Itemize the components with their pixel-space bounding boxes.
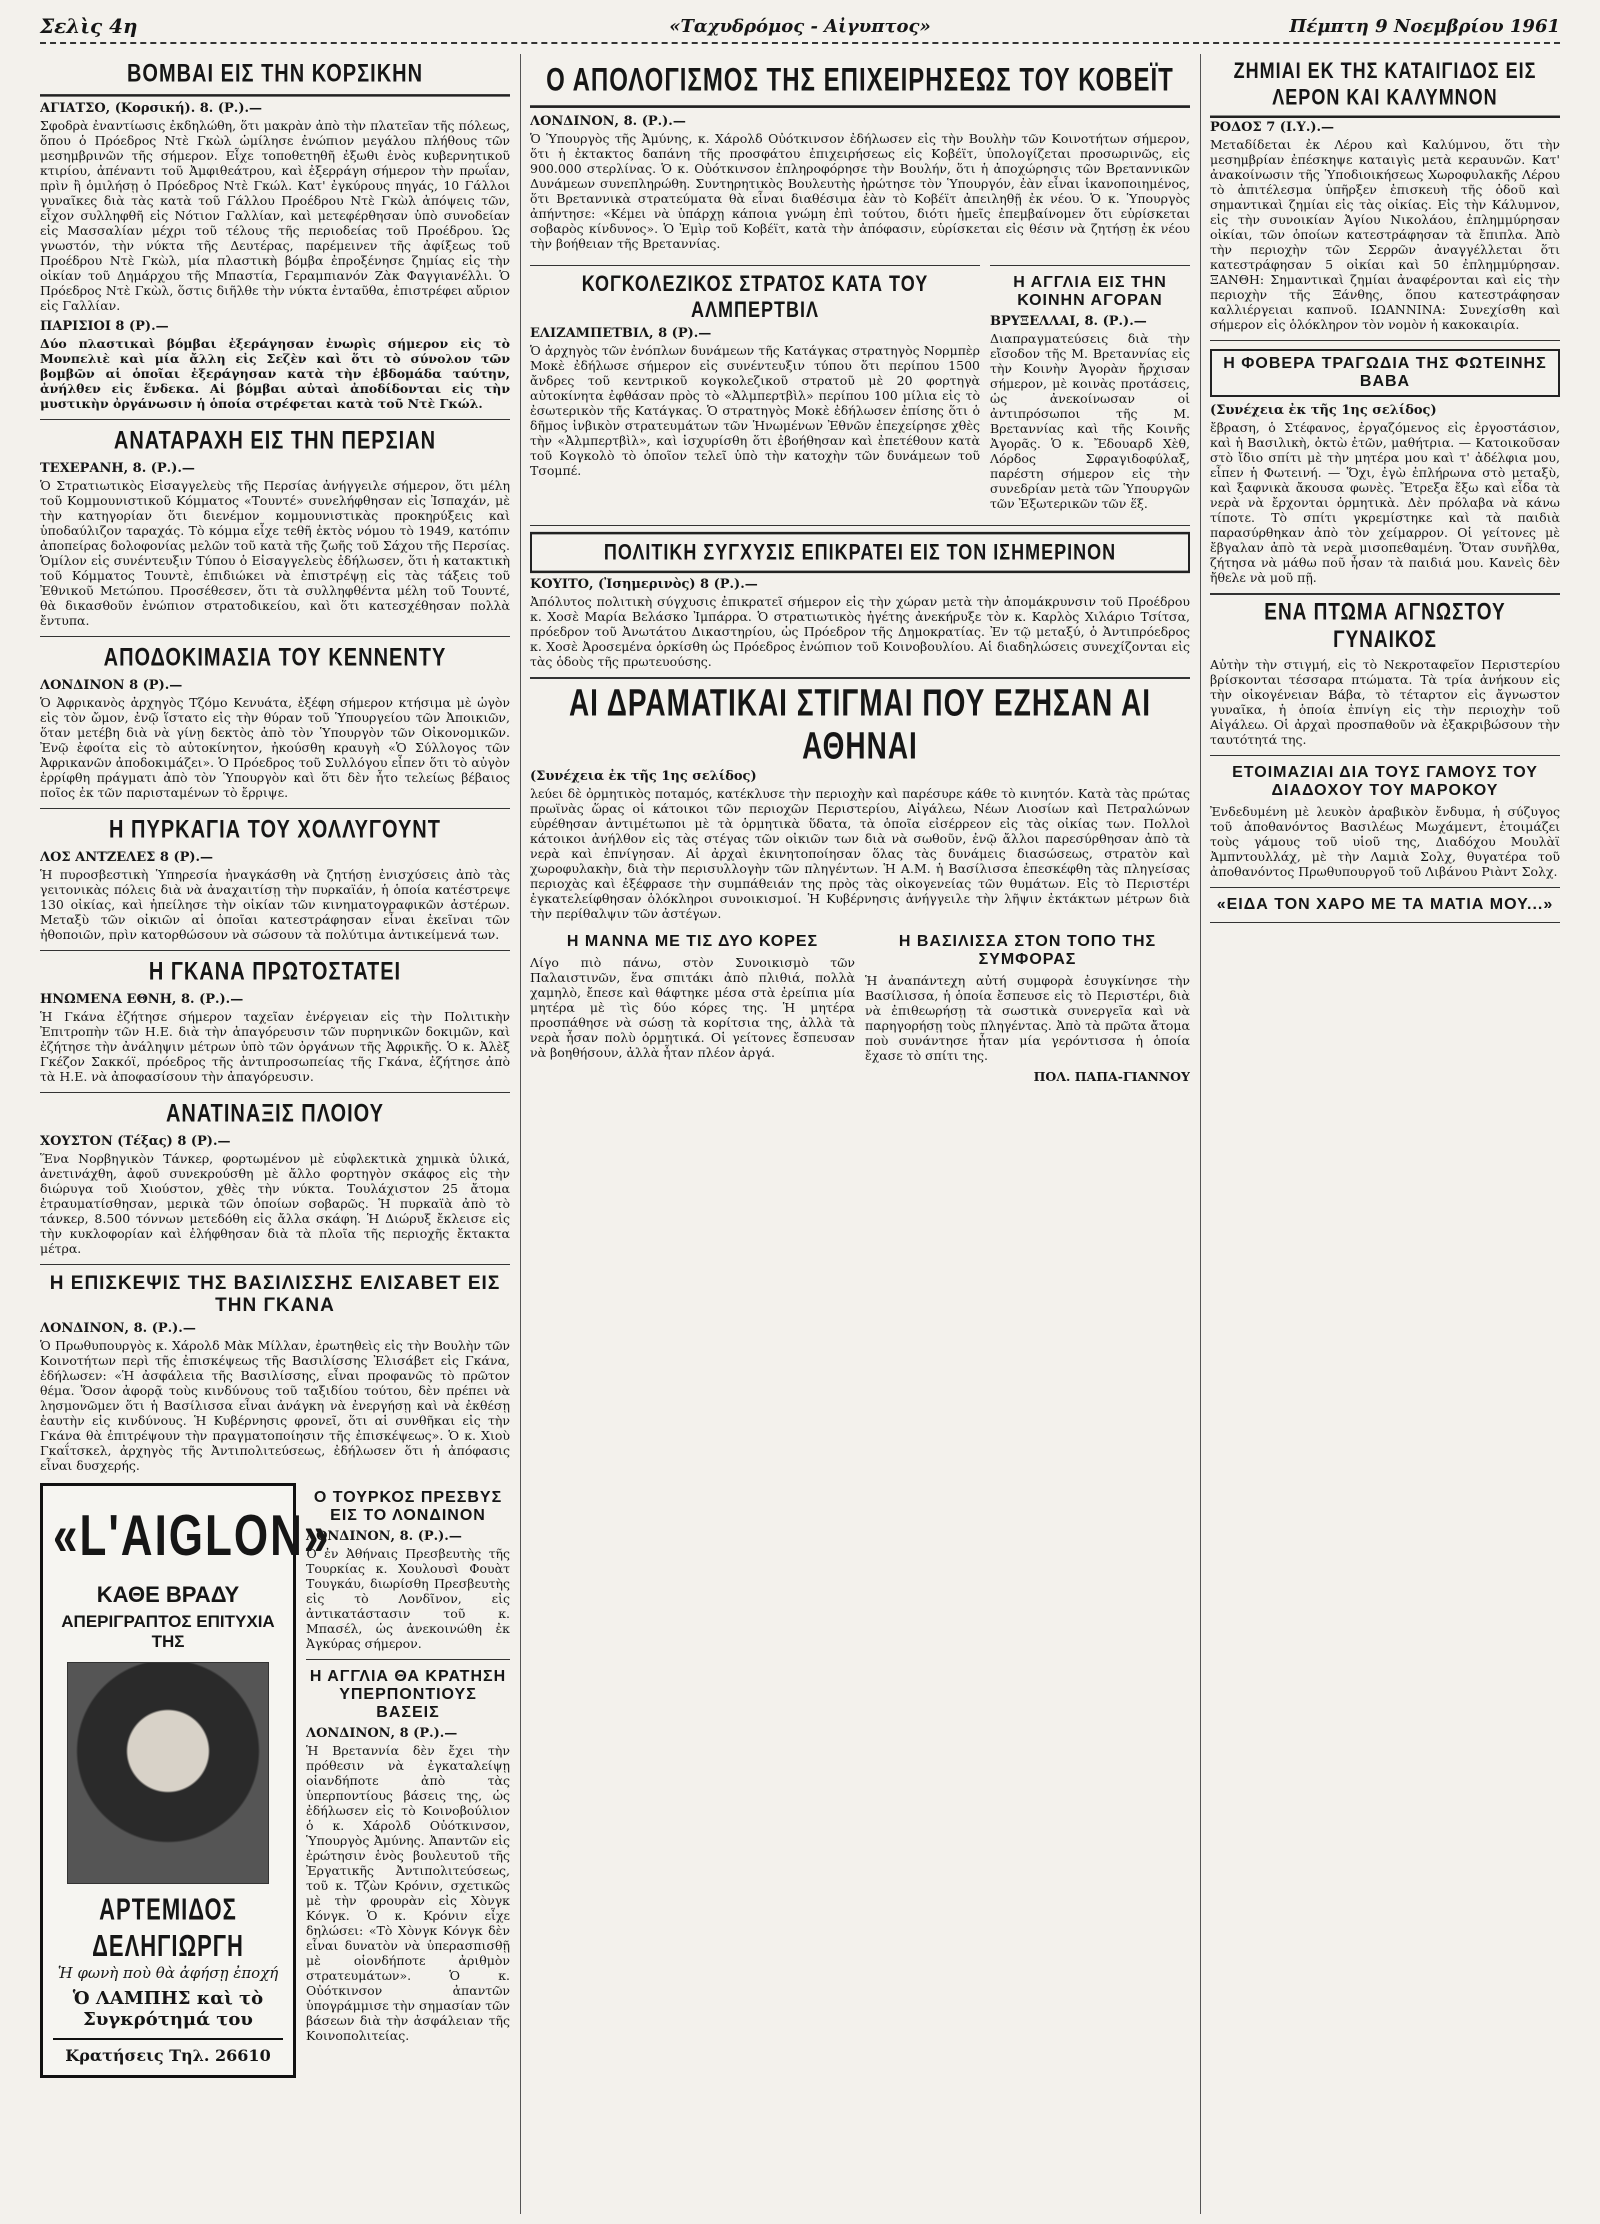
- left-column: [40, 54, 510, 2214]
- advert-line-success: ΑΠΕΡΙΓΡΑΠΤΟΣ ΕΠΙΤΥΧΙΑ ΤΗΣ: [61, 1612, 275, 1651]
- advert-star-name: ΑΡΤΕΜΙΔΟΣ ΔΕΛΗΓΙΩΡΓΗ: [92, 1891, 244, 1963]
- article-queen: Ὁ Πρωθυπουργὸς κ. Χάρολδ Μὰκ Μίλλαν, ἐρωτηθεὶς εἰς τὴν Βουλὴν τῶν Κοινοτήτων περὶ τῆς ἐπισκέψεως τῆς Βασιλίσσης Ἐλισάβετ εἰς Γκάνα, ἐδήλωσεν: «Ἡ ἀσφάλεια τῆς Βασιλίσσης, εἶναι προφανῶς τὸ πρῶτον θέμα. Ὅσον ἀφορᾷ τοὺς κινδύνους τοῦ ταξιδίου τούτου, δὲν πρέπει νὰ λησμονῶμεν ὅτι ἡ Βασίλισσα εἶναι ἀνάγκη νὰ ἐνεργήσῃ καὶ νὰ ἐκθέσῃ ἑαυτὴν εἰς κινδύνους. Ἡ Κυβέρνησις φρονεῖ, ὅτι αἱ συνθῆκαι εἰς τὴν Γκάνα θὰ ἐπιτρέψουν τὴν πραγματοποίησιν τῆς ἐπισκέψεως». Ὁ κ. Χιοὺ Γκαΐτσκελ, ἀρχηγὸς τῆς Ἀντιπολιτεύσεως, ἐδήλωσεν ὅτι ἡ ἀπόφασις εἶναι δυσχερής.: [40, 1338, 510, 1473]
- separator: [530, 525, 1190, 526]
- dateline-turk: ΛΟΝΔΙΝΟΝ, 8 (Ρ.).—: [306, 1726, 458, 1741]
- dateline-persia: ΤΕΧΕΡΑΝΗ, 8. (Ρ.).—: [40, 461, 195, 476]
- headline-basilissa: Η ΒΑΣΙΛΙΣΣΑ ΣΤΟΝ ΤΟΠΟ ΤΗΣ ΣΥΜΦΟΡΑΣ: [898, 933, 1157, 968]
- article-kennedy: Ὁ Ἀφρικανὸς ἀρχηγὸς Τζόμο Κενυάτα, ἐξέφη σήμερον κτήσιμα μὲ ὡγὸν εἰς τὸν ὤμον, ἐνῷ ἵστατο εἰς τὴν θύραν τοῦ Ὑπουργείου τῶν Ἀποικιῶν, ὅταν μετέβη διὰ νὰ γίνῃ δεκτὸς ἀπὸ τὸν Ὑπουργὸν τῶν Οἰκονομικῶν. Ἐνῷ ἐφοίτα εἰς τὸ αὐτοκίνητον, ἠκούσθη κραυγὴ «Ὁ Σύλλογος τῶν Ἀφρικανῶν ἀποδοκιμάζει». Ὁ Πρόεδρος τοῦ Συλλόγου εἶπεν ὅτι τὸ αὐγὸν ἐρρίφθη πράγματι ἀπὸ τὸν Ὑπουργὸν καὶ ὅτι δὲν ἦτο τελείως βέβαιος ποῖος ἐκ τῶν παρισταμένων τὸ ἔρριψε.: [40, 695, 510, 800]
- headline-turk: Η ΑΓΓΛΙΑ ΘΑ ΚΡΑΤΗΣΗ ΥΠΕΡΠΟΝΤΙΟΥΣ ΒΑΣΕΙΣ: [309, 1668, 507, 1721]
- dateline-ship: ΧΟΥΣΤΟΝ (Τέξας) 8 (Ρ).—: [40, 1134, 231, 1149]
- headline-athens: ΑΙ ΔΡΑΜΑΤΙΚΑΙ ΣΤΙΓΜΑΙ ΠΟΥ ΕΖΗΣΑΝ ΑΙ ΑΘΗΝΑΙ: [568, 681, 1152, 767]
- separator: [1210, 593, 1560, 595]
- headline-ecuador: ΠΟΛΙΤΙΚΗ ΣΥΓΧΥΣΙΣ ΕΠΙΚΡΑΤΕΙ ΕΙΣ ΤΟΝ ΙΣΗΜΕΡΙΝΟΝ: [530, 532, 1190, 573]
- article-bombai: Σφοδρὰ ἐναντίωσις ἐκδηλώθη, ὅτι μακρὰν ἀπὸ τὴν πλατεῖαν τῆς πόλεως, ὅπου ὁ Πρόεδρος Ντὲ Γκὼλ ὡμίλησε ἐνώπιον μεγάλου πλήθους τῶν μεσημβρινῶν τῆς σήμερον. Εἶχε τοποθετηθῆ ἐξωθι ἑνὸς κυβερνητικοῦ κτιρίου, ἀπέναντι τοῦ Ἀμφιθεάτρου, καὶ ἐξερράγη σήμερον τὴν πρωΐαν, πρὶν ἢ ὁμιλήσῃ ὁ Πρόεδρος Ντὲ Γκώλ. Κατ' ἐγκύρους πηγάς, 10 Γάλλοι γυναῖκες διὰ τὰς κατὰ τοῦ Γάλλου Προέδρου Ντὲ Γκὼλ ἀπόψεις τῶν, εἶχον συλληφθῆ εἰς Νότιον Γαλλίαν, καὶ μετεφέρθησαν ὑπὸ συνοδείαν εἰς Μασσαλίαν μέχρι τοῦ τέλους τῆς περιοδείας τοῦ Προέδρου. Ὡς γνωστόν, τὴν νύκτα τῆς Δευτέρας, παρέμεινεν τῆς ἀφίξεως τοῦ Προέδρου Ντὲ Γκὼλ, μία πλαστικὴ βόμβα ἐπροξένησε ζημίας εἰς τὴν οἰκίαν τοῦ Δημάρχου τῆς Μπαστία, Γεραμπιανόν Ζὰκ Φαγγιανέλλι. Ὁ Πρόεδρος Ντὲ Γκὼλ, ὅστις διῆλθε τὴν νύκτα ἐνταῦθα, ἐπιστρέφει αὔριον εἰς Γαλλίαν.: [40, 118, 510, 313]
- dateline-fire: ΛΟΣ ΑΝΤΖΕΛΕΣ 8 (Ρ).—: [40, 850, 214, 865]
- article-plane: Ὁ ἐν Ἀθήναις Πρεσβευτὴς τῆς Τουρκίας κ. Χουλουσὶ Φουὰτ Τουγκάυ, διωρίσθη Πρεσβευτὴς εἰς τὸ Λονδῖνον, εἰς ἀντικατάστασιν τοῦ κ. Μπασέλ, ὡς ἀνεκοινώθη ἐκ Ἀγκύρας σήμερον.: [306, 1546, 510, 1651]
- page-header: [40, 8, 1560, 48]
- dateline-market: ΒΡΥΞΕΛΛΑΙ, 8. (Ρ.).—: [990, 314, 1147, 329]
- article-athens: λεύει δὲ ὀρμητικὸς ποταμός, κατέκλυσε τὴν περιοχὴν καὶ παρέσυρε κάθε τὸ κινητόν. Κατὰ τὰς πρώτας πρωϊνὰς ὥρας οἱ κάτοικοι τῶν περιοχῶν Περιστερίου, Αἰγάλεω, Νέων Λιοσίων καὶ Πετραλώνων εὑρέθησαν ἀντιμέτωποι μὲ τὰ ὁρμητικὰ ὕδατα, τὰ ὁποῖα εἰσέρρεον εἰς τὰς οἰκίας των. Πολλοὶ κάτοικοι ἀνήλθον εἰς τὰς στέγας τῶν οἰκιῶν των διὰ νὰ σωθοῦν, ἐνῷ ἄλλοι παρεσύρθησαν ἀπὸ τὰ νερὰ καὶ ἐπνίγησαν. Αἱ ἀρχαὶ ἐκινητοποίησαν ὅλας τὰς δυνάμεις διασώσεως, στρατὸν καὶ χωροφυλακὴν, διὰ τὴν περισυλλογὴν τῶν πληγέντων. Ἡ Α.Μ. ἡ Βασίλισσα ἐπεσκέφθη τὰς πληγείσας περιοχὰς καὶ ἐξέφρασε τὴν συμπάθειάν της πρὸς τὰς οἰκογενείας τῶν θυμάτων. Εἰς τὸ Περιστέρι ἐγκατελείφθησαν ὁλόκληροι συνοικισμοί. Ἡ Κυβέρνησις ἀνήγγειλε τὴν λῆψιν ἐκτάκτων μέτρων διὰ τὴν περίθαλψιν τῶν ἀστέγων.: [530, 786, 1190, 921]
- advert-line-every-night: ΚΑΘΕ ΒΡΑΔΥ: [96, 1582, 240, 1607]
- column-divider: [1200, 54, 1201, 2214]
- article-ecuador: Ἀπόλυτος πολιτικὴ σύγχυσις ἐπικρατεῖ σήμερον εἰς τὴν χώραν μετὰ τὴν ἀπομάκρυνσιν τοῦ Προέδρου κ. Χοσὲ Μαρία Βελάσκο Ἰμπάρρα. Ὁ στρατιωτικὸς ἠγέτης ἀνεκήρυξε τὸν κ. Καρλὸς Χιλάριο Τσίτσα, πρόεδρον τοῦ Ἀνωτάτου Δικαστηρίου, ὡς Πρόεδρον τῆς Δημοκρατίας. Ἐν τῷ μεταξύ, ὁ Ἀντιπρόεδρος κ. Χοσὲ Ἀροσεμένα ὁρκίσθη ὡς Πρόεδρος ἐνώπιον τοῦ Κοινοβουλίου. Αἱ διαδηλώσεις συνεχίζονται εἰς τὰς ὁδοὺς τῆς πρωτευούσης.: [530, 594, 1190, 669]
- advert-tagline: Ἡ φωνὴ ποὺ θὰ ἀφήσῃ ἐποχή: [57, 1964, 279, 1982]
- separator: [40, 1092, 510, 1093]
- headline-persia: ΑΝΑΤΑΡΑΧΗ ΕΙΣ ΤΗΝ ΠΕΡΣΙΑΝ: [113, 427, 437, 455]
- article-market: Διαπραγματεύσεις διὰ τὴν εἴσοδον τῆς Μ. Βρεταννίας εἰς τὴν Κοινὴν Ἀγορὰν ἤρχισαν σήμερον, μὲ κοινὰς προτάσεις, ὡς ἀνεκοίνωσαν οἱ ἀντιπρόσωποι τῆς Μ. Βρεταννίας καὶ τῆς Κοινῆς Ἀγορᾶς. Ὁ κ. Ἔδουαρδ Χὲθ, Λόρδος Σφραγιδοφύλαξ, παρέστη σήμερον εἰς τὴν συνεδρίαν μετὰ τῶν Ὑπουργῶν τῶν Ἐξωτερικῶν τῶν ἕξ.: [990, 331, 1190, 511]
- dateline-athens: (Συνέχεια ἐκ τῆς 1ης σελίδος): [530, 769, 757, 784]
- separator: [990, 265, 1190, 266]
- headline-queen: Η ΕΠΙΣΚΕΨΙΣ ΤΗΣ ΒΑΣΙΛΙΣΣΗΣ ΕΛΙΣΑΒΕΤ ΕΙΣ ΤΗΝ ΓΚΑΝΑ: [49, 1273, 501, 1316]
- headline-damages: Η ΦΟΒΕΡΑ ΤΡΑΓΩΔΙΑ ΤΗΣ ΦΩΤΕΙΝΗΣ ΒΑΒΑ: [1210, 349, 1560, 397]
- article-fire: Ἡ πυροσβεστικὴ Ὑπηρεσία ἠναγκάσθη νὰ ζητήσῃ ἐνισχύσεις ἀπὸ τὰς γειτονικὰς πόλεις διὰ νὰ ἀναχαιτίσῃ τὴν πυρκαϊάν, ἡ ὁποία κατέστρεψε 130 οἰκίας, καὶ ἠπείλησε τὴν οἰκίαν τῶν κινηματογραφικῶν ἀστέρων. Μεταξὺ τῶν οἰκιῶν αἱ ὁποῖαι κατεστράφησαν εἶναι ἐκεῖναι τῶν ἠθοποιῶν, πρὶν κατορθώσουν νὰ σώσουν τὰ πολύτιμα ἀντικείμενά των.: [40, 867, 510, 942]
- advert-brand: «L'AIGLON»: [53, 1504, 331, 1569]
- masthead: «Ταχυδρόμος - Αἰγυπτος»: [669, 16, 931, 37]
- athens-author: ΠΟΛ. ΠΑΠΑ-ΓΙΑΝΝΟΥ: [1033, 1069, 1190, 1084]
- headline-fire: Η ΠΥΡΚΑΓΙΑ ΤΟΥ ΧΟΛΛΥΓΟΥΝΤ: [109, 816, 441, 844]
- separator: [1210, 340, 1560, 341]
- advert-band: Ὁ ΛΑΜΠΗΣ καὶ τὸ Συγκρότημά του: [72, 1988, 264, 2030]
- article-vava: Αὐτὴν τὴν στιγμή, εἰς τὸ Νεκροταφεῖον Περιστερίου βρίσκονται τέσσαρα πτώματα. Τὰ τρία ἀνήκουν εἰς τὴν οἰκογένειαν Βάβα, τὸ τέταρτον εἰς ἄγνωστον γυναῖκα, ἡ ὁποία ἐπνίγη εἰς τὴν περιοχὴν τοῦ Αἰγάλεω. Οἱ ἀρχαὶ προσπαθοῦν νὰ ἐξακριβώσουν τὴν ταυτότητά της.: [1210, 657, 1560, 747]
- laiglon-advert: [40, 1483, 331, 2078]
- dateline-plane: ΛΟΝΔΙΝΟΝ, 8. (Ρ.).—: [306, 1529, 462, 1544]
- article-manna: Λίγο πιὸ πάνω, στὸν Συνοικισμὸ τῶν Παλαιστινῶν, ἕνα σπιτάκι ἀπὸ πλιθιά, πολλὰ χαμηλὸ, ἔπεσε καὶ θάφτηκε μέσα στὰ ἐρείπια μία μητέρα μὲ τὶς δύο κόρες της. Ἡ μητέρα προσπάθησε νὰ σώσῃ τὰ κορίτσια της, ἀλλὰ τὰ νερὰ ἦσαν πολὺ ὁρμητικά. Οἱ γείτονες ἔσπευσαν νὰ βοηθήσουν, ἀλλὰ ἦταν πλέον ἀργά.: [530, 955, 855, 1060]
- dateline-ecuador: ΚΟΥΙΤΟ, (Ἰσημερινὸς) 8 (Ρ.).—: [530, 577, 758, 592]
- page-number: Σελὶς 4η: [40, 14, 138, 38]
- middle-column: [530, 54, 1190, 2214]
- dateline-kuwait: ΛΟΝΔΙΝΟΝ, 8. (Ρ.).—: [530, 114, 686, 129]
- separator: [40, 636, 510, 637]
- separator: [530, 677, 1190, 679]
- dateline-ghana: ΗΝΩΜΕΝΑ ΕΘΝΗ, 8. (Ρ.).—: [40, 992, 244, 1007]
- headline-ghana: Η ΓΚΑΝΑ ΠΡΩΤΟΣΤΑΤΕΙ: [148, 958, 402, 986]
- separator: [530, 265, 980, 266]
- headline-plane: Ο ΤΟΥΡΚΟΣ ΠΡΕΣΒΥΣ ΕΙΣ ΤΟ ΛΟΝΔΙΝΟΝ: [313, 1489, 503, 1524]
- right-column: [1210, 54, 1560, 2214]
- dateline-uk-bases: ΡΟΔΟΣ 7 (Ι.Υ.).—: [1210, 120, 1335, 135]
- article-basilissa: Ἡ ἀναπάντεχη αὐτή συμφορὰ ἐσυγκίνησε τὴν Βασίλισσα, ἡ ὁποία ἔσπευσε εἰς τὸ Περιστέρι, διὰ νὰ ἐπιθεωρήσῃ τὰ σωστικὰ συνεργεῖα καὶ νὰ παρηγορήσῃ τοὺς πληγέντας. Ἀπὸ τὰ πρῶτα ἄτομα ποὺ συνάντησε ἦταν μία γερόντισσα ἡ ὁποία ἔχασε τὸ σπίτι της.: [865, 973, 1190, 1063]
- issue-date: Πέμπτη 9 Νοεμβρίου 1961: [1289, 16, 1560, 37]
- headline-vava: ΕΝΑ ΠΤΩΜΑ ΑΓΝΩΣΤΟΥ ΓΥΝΑΙΚΟΣ: [1264, 599, 1506, 654]
- article-ghana: Ἡ Γκάνα ἐζήτησε σήμερον ταχεῖαν ἐνέργειαν εἰς τὴν Πολιτικὴν Ἐπιτροπὴν τῶν Η.Ε. διὰ τὴν ἀπαγόρευσιν τῶν πυρηνικῶν δοκιμῶν, καὶ ἐζήτησε τὴν ἀνάληψιν μέτρων ὑπὸ τῶν ὀργάνων τῆς Ἀφρικῆς. Ὁ κ. Ἀλὲξ Γκέζον Σακκόϊ, πρόεδρος τῆς ἀντιπροσωπείας τῆς Γκάνα, ἐζήτησε ἀπὸ τὰ Η.Ε. νὰ ἀποφασίσουν τὴν ἀπαγόρευσιν.: [40, 1009, 510, 1084]
- article-ship: Ἕνα Νορβηγικὸν Τάνκερ, φορτωμένον μὲ εὐφλεκτικὰ χημικὰ ὑλικά, ἀνετινάχθη, ἀφοῦ συνεκρούσθη μὲ ἄλλο φορτηγὸν σκάφος εἰς τὴν διώρυγα τοῦ Χιούστον, χθὲς τὴν νύκτα. Τουλάχιστον 25 ἄτομα ἐτραυματίσθησαν, μερικὰ τῶν ὁποίων σοβαρῶς. Ἡ πυρκαϊὰ ἀπὸ τὸ τάνκερ, 8.500 τόννων μετεδόθη εἰς ἄλλα σκάφη. Ἡ Διώρυξ ἔκλεισε εἰς τὴν κυκλοφορίαν καὶ ἐλήφθησαν διὰ τὰ πλοῖα τῆς περιοχῆς ἔκτακτα μέτρα.: [40, 1151, 510, 1256]
- dateline-bombai-paris: ΠΑΡΙΣΙΟΙ 8 (Ρ).—: [40, 319, 169, 334]
- dateline-kennedy: ΛΟΝΔΙΝΟΝ 8 (Ρ).—: [40, 678, 183, 693]
- headline-woman: ΕΤΟΙΜΑΖΙΑΙ ΔΙΑ ΤΟΥΣ ΓΑΜΟΥΣ ΤΟΥ ΔΙΑΔΟΧΟΥ ΤΟΥ ΜΑΡΟΚΟΥ: [1232, 764, 1538, 799]
- separator: [40, 1264, 510, 1265]
- separator: [1210, 887, 1560, 888]
- dateline-queen: ΛΟΝΔΙΝΟΝ, 8. (Ρ.).—: [40, 1321, 196, 1336]
- separator: [1210, 755, 1560, 756]
- separator: [40, 808, 510, 809]
- quote-saw-death: «ΕΙΔΑ ΤΟΝ ΧΑΡΟ ΜΕ ΤΑ ΜΑΤΙΑ ΜΟΥ...»: [1216, 896, 1554, 913]
- headline-kuwait: Ο ΑΠΟΛΟΓΙΣΜΟΣ ΤΗΣ ΕΠΙΧΕΙΡΗΣΕΩΣ ΤΟΥ ΚΟΒΕΪΤ: [530, 62, 1190, 108]
- separator: [306, 1659, 510, 1660]
- headline-uk-bases: ΖΗΜΙΑΙ ΕΚ ΤΗΣ ΚΑΤΑΙΓΙΔΟΣ ΕΙΣ ΛΕΡΟΝ ΚΑΙ ΚΑΛΥΜΝΟΝ: [1210, 58, 1560, 118]
- dateline-damages: (Συνέχεια ἐκ τῆς 1ης σελίδος): [1210, 403, 1437, 418]
- singer-photo: [67, 1662, 269, 1884]
- column-divider: [520, 54, 521, 2214]
- advert-phone: Κρατήσεις Τηλ. 26610: [53, 2038, 283, 2065]
- dateline-bombai: ΑΓΙΑΤΣΟ, (Κορσική). 8. (Ρ.).—: [40, 101, 262, 116]
- article-turk: Ἡ Βρεταννία δὲν ἔχει τὴν πρόθεσιν νὰ ἐγκαταλείψῃ οἱανδήποτε ἀπὸ τὰς ὑπερποντίους βάσεις της, ὡς ἐδήλωσεν εἰς τὸ Κοινοβούλιον ὁ κ. Χάρολδ Οὐότκινσον, Ὑπουργὸς Ἀμύνης. Ἀπαντῶν εἰς ἐρώτησιν ἑνὸς βουλευτοῦ τῆς Ἐργατικῆς Ἀντιπολιτεύσεως, τοῦ κ. Τζὼν Κρόνιν, σχετικῶς μὲ τὴν φρουρὰν εἰς Χὸνγκ Κόνγκ. Ὁ κ. Κρόνιν εἶχε δηλώσει: «Τὸ Χὸνγκ Κόνγκ δὲν εἶναι δυνατὸν νὰ ὑπερασπισθῇ μὲ οἱονδήποτε ἀριθμὸν στρατευμάτων». Ὁ κ. Οὐότκινσον ἀπαντῶν ὑπογράμμισε τὴν σημασίαν τῶν βάσεων διὰ τὴν ἀσφάλειαν τῆς Κοινοπολιτείας.: [306, 1743, 510, 2043]
- separator: [40, 419, 510, 420]
- headline-ship: ΑΝΑΤΙΝΑΞΙΣ ΠΛΟΙΟΥ: [165, 1100, 384, 1128]
- article-persia: Ὁ Στρατιωτικὸς Εἰσαγγελεὺς τῆς Περσίας ἀνήγγειλε σήμερον, ὅτι μέλη τοῦ Κομμουνιστικοῦ Κόμματος «Τουντέ» συνελήφθησαν εἰς Ἰσπαχάν, μὲ τὴν κατηγορίαν ὅτι διενέμον κομμουνιστικὰς προκηρύξεις καὶ ὑποδαύλιζον ταραχάς. Τὸ κόμμα εἶχε τεθῆ ἐκτὸς νόμου τὸ 1949, κατόπιν ἀποπείρας δολοφονίας μελῶν τοῦ κατὰ τῆς ζωῆς τοῦ Σάχου τῆς Περσίας. Ὁμίλον εἰς συνέντευξιν Τύπου ὁ Εἰσαγγελεὺς ἐδήλωσεν, ὅτι ἡ κατακτικὴ τοῦ Κόμματος Τουντὲ, ἐπιδιώκει νὰ ἐπιστρέψῃ εἰς τὰς τάξεις τοῦ Ἐθνικοῦ Μετώπου. Προσέθεσεν, ὅτι τὰ συλληφθέντα μέλη τοῦ Τουντέ, θὰ δικασθοῦν ἐνώπιον στρατοδικείου, καὶ ὅτι κατεσχέθησαν πολλὰ ἔντυπα.: [40, 478, 510, 628]
- headline-colombia: ΚΟΓΚΟΛΕΖΙΚΟΣ ΣΤΡΑΤΟΣ ΚΑΤΑ ΤΟΥ ΑΛΜΠΕΡΤΒΙΛ: [581, 270, 929, 322]
- article-colombia: Ὁ ἀρχηγὸς τῶν ἐνόπλων δυνάμεων τῆς Κατάγκας στρατηγὸς Νορμπὲρ Μοκὲ ἐδήλωσε σήμερον εἰς συνέντευξιν τύπου ὅτι περίπου 1500 ἄνδρες τοῦ κεντρικοῦ κογκολεζικοῦ στρατοῦ μὲ 20 φορτηγὰ αὐτοκίνητα ἐφθάσαν πρὸς τὸ «Ἀλμπερτβὶλ» περίπου 100 μίλια εἰς τὸ ἐσωτερικὸν τῆς Κατάγκας. Ὁ στρατηγὸς Μοκὲ ἐδήλωσεν ἐπίσης ὅτι ὁ δῆμος ἰνβικὸν στρατευμάτων τῶν Ἡνωμένων Ἐθνῶν ἐπεχείρησε χθὲς τὴν «Ἀλμπερτβὶλ», καὶ ἰσχυρίσθη ὅτι ἐβοήθησαν καὶ ἐπετέθουν κατὰ τοῦ Κογκολὸ τὸ ὁποῖον τελεῖ ὑπὸ τὴν κατοχὴν τῶν δυνάμεων τοῦ Τσομπέ.: [530, 343, 980, 478]
- article-damages: ἔβραση, ὁ Στέφανος, ἐργαζόμενος εἰς ἐργοστάσιον, καὶ ἡ Βασιλικὴ, ὀκτὼ ἐτῶν, μαθήτρια. — Κατοικοῦσαν στὸ ἴδιο σπίτι μὲ τὴν μητέρα μου καὶ τ' ἀδέλφια μου, εἶπεν ἡ Φωτεινή. — Ὅχι, ἐγὼ ἐπλήρωνα στὸ μεταξὺ, καὶ ξαφνικὰ ἄκουσα φωνὲς. Ἔτρεξα ἔξω καὶ εἶδα τὰ νερὰ νὰ ἔρχονται ὁρμητικὰ. Δὲν πρόλαβα νὰ κάνω τίποτε. Τὸ σπίτι γκρεμίστηκε καὶ τὰ παιδιὰ παρασύρθηκαν ἀπὸ τὸν χείμαρρον. Οἱ γείτονες μὲ ἔβγαλαν ἀπὸ τὰ νερὰ μισοπεθαμένη. Ὅταν συνῆλθα, ζήτησα νὰ μάθω ποῦ ἦσαν τὰ παιδιά μου. Κανεὶς δὲν ἤθελε νὰ μοῦ πῇ.: [1210, 420, 1560, 585]
- headline-bombai: ΒΟΜΒΑΙ ΕΙΣ ΤΗΝ ΚΟΡΣΙΚΗΝ: [40, 60, 510, 96]
- dateline-colombia: ΕΛΙΖΑΜΠΕΤΒΙΛ, 8 (Ρ).—: [530, 326, 712, 341]
- headline-market: Η ΑΓΓΛΙΑ ΕΙΣ ΤΗΝ ΚΟΙΝΗΝ ΑΓΟΡΑΝ: [1013, 274, 1167, 309]
- article-uk-bases: Μεταδίδεται ἐκ Λέρου καὶ Καλύμνου, ὅτι τὴν μεσημβρίαν ἐπέσκηψε καταιγὶς μετὰ κεραυνῶν. Κατ' ἀνακοίνωσιν τῆς Ὑποδιοικήσεως Χωροφυλακῆς Λέρου τὸ ἀπιτέλεσμα ὑπῆρξεν ἐπισκευὴ τῆς ὁδοῦ καὶ σημαντικαὶ ζημίαι εἰς τὰς οἰκίας. Εἰς τὴν Κάλυμνον, εἰς τὴν συνοικίαν Ἁγίου Νικολάου, ἐπλημμύρησαν οἰκίαι, τῶν ὁποίων κατεστράφησαν τὰ ἔπιπλα. Ἀπὸ τὴν περιοχὴν τῶν Σερρῶν ἀναγγέλλεται ὅτι κατεστράφησαν 5 οἰκίαι καὶ 50 ἐπλημμύρησαν. ΞΑΝΘΗ: Σημαντικαὶ ζημίαι ἀναφέρονται καὶ εἰς τὴν περιοχὴν τῆς Ξάνθης, ὅπου κατεστράφησαν καλλιέργειαι καπνοῦ. ΙΩΑΝΝΙΝΑ: Συνεχίσθη καὶ σήμερον εἰς ὁλόκληρον τὸν νομὸν ἡ κακοκαιρία.: [1210, 137, 1560, 332]
- header-rule: [40, 42, 1560, 44]
- article-bombai-paris: Δύο πλαστικαὶ βόμβαι ἐξεράγησαν ἐνωρὶς σήμερον εἰς τὸ Μονπελιὲ καὶ μία ἄλλη εἰς Σεζὲν καὶ ὅτι τὸ σύνολον τῶν βομβῶν αἱ ὁποῖαι ἐξεράγησαν κατὰ τὴν ἑβδομάδα ταύτην, ἀνήλθεν εἰς ἕνδεκα. Αἱ βόμβαι αὐταὶ ἀποδίδονται εἰς τὴν μυστικὴν ὀργάνωσιν ἡ ὁποία στρέφεται κατὰ τοῦ Ντὲ Γκώλ.: [40, 336, 510, 411]
- article-woman: Ἐνδεδυμένη μὲ λευκὸν ἀραβικὸν ἔνδυμα, ἡ σύζυγος τοῦ ἀποθανόντος Βασιλέως Μωχάμεντ, ἐτοιμάζει τοὺς γάμους τοῦ υἱοῦ της, Διαδόχου Μουλὰϊ Ἀμπντουλλάχ, μὲ τὴν Λαμιὰ Σολχ, θυγατέρα τοῦ ἀποθανόντος Πρωθυπουργοῦ τοῦ Λιβάνου Ριὰντ Σολχ.: [1210, 804, 1560, 879]
- separator: [1210, 922, 1560, 923]
- separator: [40, 950, 510, 951]
- article-kuwait: Ὁ Ὑπουργὸς τῆς Ἀμύνης, κ. Χάρολδ Οὐότκινσον ἐδήλωσεν εἰς τὴν Βουλὴν τῶν Κοινοτήτων σήμερον, ὅτι ἡ ἐκτακτος δαπάνη τῆς προσφάτου ἐπιχειρήσεως εἰς Κοβέϊτ, ὑπολογίζεται προσωρινῶς, εἰς 900.000 στερλίνας. Ὁ κ. Οὐότκινσον ἐπληροφόρησε τὴν Βουλήν, ὅτι ἡ ἀποχώρησις τῶν Βρεταννικῶν Δυνάμεων συνεπληρώθη. Συντηρητικὸς Βουλευτὴς ἠρώτησε τὸν Ὑπουργόν, ἐὰν εἶναι ἱκανοποιημένος, ὅτι Βρεταννικὰ στρατεύματα θὰ εἶναι διαθέσιμα ἐὰν τὸ Κοβέϊτ ἀπειληθῇ ἐκ νέου. Ὁ κ. Ὑπουργὸς ἀπήντησε: «Κέμει νὰ ὑπάρχῃ κάποια γνώμη ἐπὶ τούτου, διότι ἡμεῖς ἐπεμβαίνομεν ὅτι εὑρίσκεται σοβαρὸς κίνδυνος». Ὁ Ἐμὶρ τοῦ Κοβέϊτ, κατὰ τὴν ἀπόφασιν, εὑρίσκεται εἰς θέσιν νὰ ζητήσῃ ἐκ νέου τὴν βοήθειαν τῆς Βρεταννίας.: [530, 131, 1190, 251]
- headline-manna: Η ΜΑΝΝΑ ΜΕ ΤΙΣ ΔΥΟ ΚΟΡΕΣ: [566, 933, 819, 950]
- headline-kennedy: ΑΠΟΔΟΚΙΜΑΣΙΑ ΤΟΥ ΚΕΝΝΕΝΤΥ: [103, 644, 447, 672]
